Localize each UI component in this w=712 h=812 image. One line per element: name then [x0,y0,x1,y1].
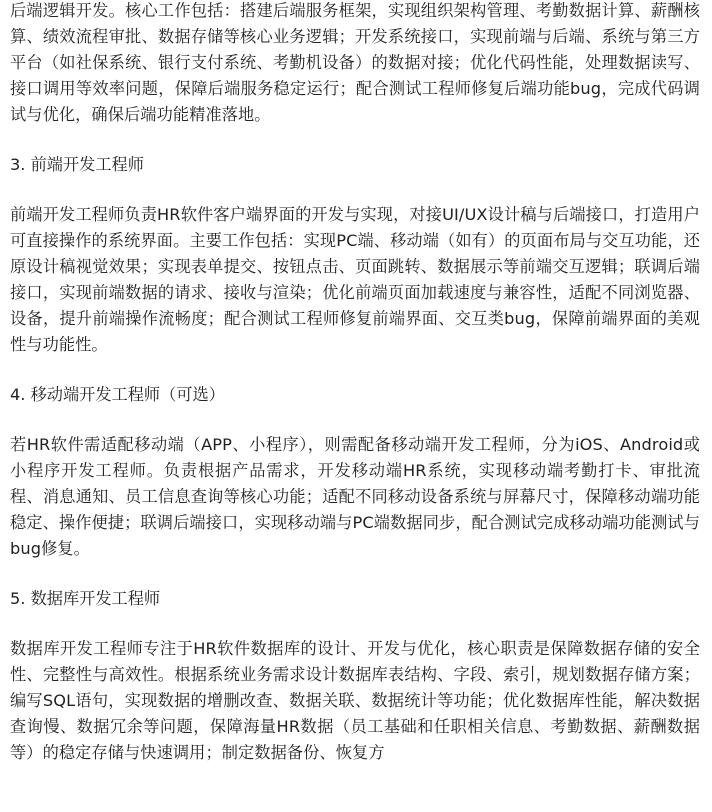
paragraph-backend: 后端逻辑开发。核心工作包括：搭建后端服务框架，实现组织架构管理、考勤数据计算、薪酬核算、绩效流程审批、数据存储等核心业务逻辑；开发系统接口，实现前端与后端、系统与第三方平台（如社保系统、银行支付系统、考勤机设备）的数据对接；优化代码性能，处理数据读写、接口调用等效率问题，保障后端服务稳定运行；配合测试工程师修复后端功能bug，完成代码调试与优化，确保后端功能精准落地。 [10,1,700,124]
spacer [10,358,700,382]
paragraph-frontend: 前端开发工程师负责HR软件客户端界面的开发与实现，对接UI/UX设计稿与后端接口，打造用户可直接操作的系统界面。主要工作包括：实现PC端、移动端（如有）的页面布局与交互功能，还原设计稿视觉效果；实现表单提交、按钮点击、页面跳转、数据展示等前端交互逻辑；联调后端接口，实现前端数据的请求、接收与渲染；优化前端页面加载速度与兼容性，适配不同浏览器、设备，提升前端操作流畅度；配合测试工程师修复前端界面、交互类bug，保障前端界面的美观性与功能性。 [10,205,700,354]
spacer [10,128,700,152]
heading-mobile-engineer: 4. 移动端开发工程师（可选） [10,385,225,404]
heading-frontend-engineer: 3. 前端开发工程师 [10,155,144,174]
document-body [10,0,700,766]
paragraph-database: 数据库开发工程师专注于HR软件数据库的设计、开发与优化，核心职责是保障数据存储的安全性、完整性与高效性。根据系统业务需求设计数据库表结构、字段、索引，规划数据存储方案；编写SQL语句，实现数据的增删改查、数据关联、数据统计等功能；优化数据库性能，解决数据查询慢、数据冗余等问题，保障海量HR数据（员工基础和任职相关信息、考勤数据、薪酬数据等）的稳定存储与快速调用；制定数据备份、恢复方 [10,639,700,762]
spacer [10,178,700,202]
spacer [10,612,700,636]
paragraph-mobile: 若HR软件需适配移动端（APP、小程序），则需配备移动端开发工程师，分为iOS、Android或小程序开发工程师。负责根据产品需求，开发移动端HR系统，实现移动端考勤打卡、审批流程、消息通知、员工信息查询等核心功能；适配不同移动设备系统与屏幕尺寸，保障移动端功能稳定、操作便捷；联调后端接口，实现移动端与PC端数据同步，配合测试完成移动端功能测试与bug修复。 [10,435,700,558]
spacer [10,408,700,432]
heading-database-engineer: 5. 数据库开发工程师 [10,589,161,608]
spacer [10,562,700,586]
